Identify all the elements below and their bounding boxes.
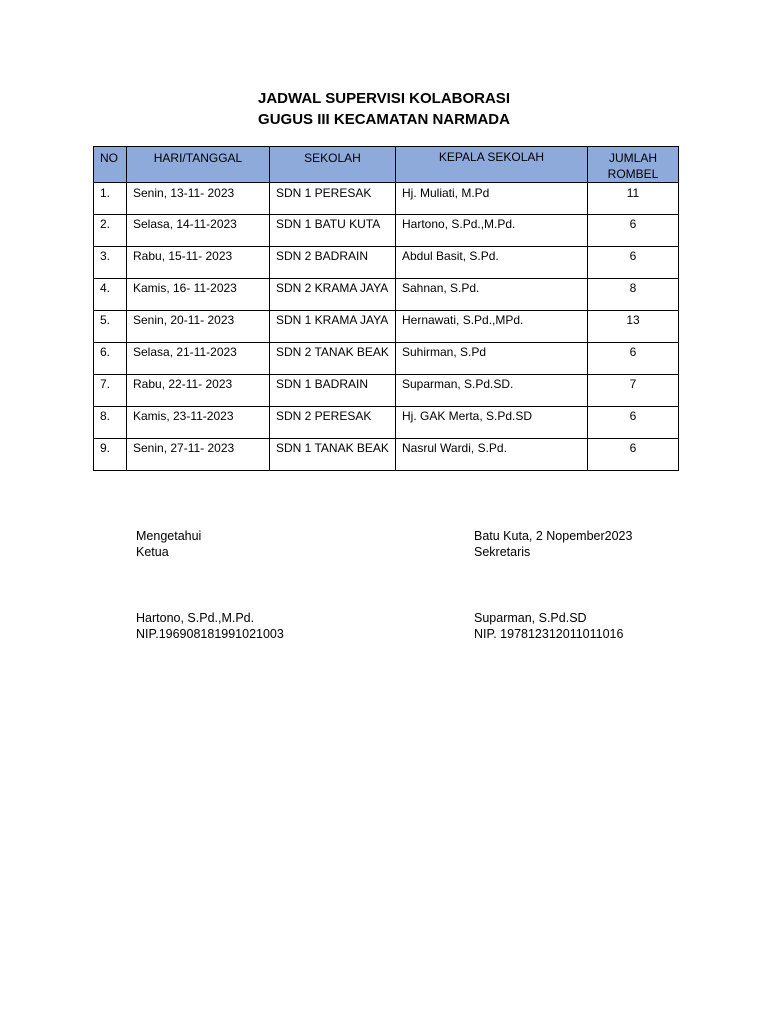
cell-kepala-sekolah: Abdul Basit, S.Pd. bbox=[396, 247, 588, 279]
cell-jumlah-rombel: 6 bbox=[588, 215, 679, 247]
cell-hari-tanggal: Selasa, 21-11-2023 bbox=[127, 343, 270, 375]
header-kepala-sekolah: KEPALA SEKOLAH bbox=[396, 147, 588, 183]
signature-left-label: Mengetahui bbox=[136, 529, 202, 543]
cell-hari-tanggal: Rabu, 22-11- 2023 bbox=[127, 375, 270, 407]
cell-no: 8. bbox=[94, 407, 127, 439]
cell-no: 7. bbox=[94, 375, 127, 407]
signature-left-nip: NIP.196908181991021003 bbox=[136, 627, 284, 641]
table-row bbox=[94, 215, 679, 247]
signature-left-name: Hartono, S.Pd.,M.Pd. bbox=[136, 611, 255, 625]
header-no: NO bbox=[94, 147, 127, 183]
cell-no: 4. bbox=[94, 279, 127, 311]
cell-hari-tanggal: Rabu, 15-11- 2023 bbox=[127, 247, 270, 279]
table-row bbox=[94, 279, 679, 311]
cell-kepala-sekolah: Hartono, S.Pd.,M.Pd. bbox=[396, 215, 588, 247]
cell-kepala-sekolah: Hernawati, S.Pd.,MPd. bbox=[396, 311, 588, 343]
cell-hari-tanggal: Senin, 13-11- 2023 bbox=[127, 183, 270, 215]
cell-jumlah-rombel: 6 bbox=[588, 343, 679, 375]
header-sekolah: SEKOLAH bbox=[270, 147, 396, 183]
cell-sekolah: SDN 1 KRAMA JAYA bbox=[270, 311, 396, 343]
cell-jumlah-rombel: 7 bbox=[588, 375, 679, 407]
cell-kepala-sekolah: Nasrul Wardi, S.Pd. bbox=[396, 439, 588, 471]
document-title: JADWAL SUPERVISI KOLABORASI bbox=[258, 90, 510, 107]
cell-jumlah-rombel: 6 bbox=[588, 247, 679, 279]
cell-jumlah-rombel: 6 bbox=[588, 439, 679, 471]
schedule-table bbox=[93, 146, 679, 471]
header-jumlah-rombel bbox=[588, 147, 679, 183]
table-row bbox=[94, 439, 679, 471]
cell-hari-tanggal: Senin, 20-11- 2023 bbox=[127, 311, 270, 343]
table-row bbox=[94, 311, 679, 343]
cell-jumlah-rombel: 8 bbox=[588, 279, 679, 311]
table-row bbox=[94, 375, 679, 407]
cell-jumlah-rombel: 11 bbox=[588, 183, 679, 215]
cell-kepala-sekolah: Hj. Muliati, M.Pd bbox=[396, 183, 588, 215]
signature-left-role: Ketua bbox=[136, 545, 169, 559]
cell-kepala-sekolah: Suhirman, S.Pd bbox=[396, 343, 588, 375]
cell-no: 1. bbox=[94, 183, 127, 215]
table-row bbox=[94, 407, 679, 439]
cell-hari-tanggal: Senin, 27-11- 2023 bbox=[127, 439, 270, 471]
cell-sekolah: SDN 2 TANAK BEAK bbox=[270, 343, 396, 375]
signature-right-place-date: Batu Kuta, 2 Nopember2023 bbox=[474, 529, 633, 543]
cell-hari-tanggal: Selasa, 14-11-2023 bbox=[127, 215, 270, 247]
cell-jumlah-rombel: 6 bbox=[588, 407, 679, 439]
cell-sekolah: SDN 2 PERESAK bbox=[270, 407, 396, 439]
signature-right-role: Sekretaris bbox=[474, 545, 531, 559]
table-row bbox=[94, 343, 679, 375]
table-row bbox=[94, 183, 679, 215]
table-row bbox=[94, 247, 679, 279]
cell-hari-tanggal: Kamis, 23-11-2023 bbox=[127, 407, 270, 439]
cell-sekolah: SDN 1 TANAK BEAK bbox=[270, 439, 396, 471]
header-jumlah-line2: ROMBEL bbox=[607, 167, 659, 181]
document-subtitle: GUGUS III KECAMATAN NARMADA bbox=[258, 111, 510, 128]
cell-jumlah-rombel: 13 bbox=[588, 311, 679, 343]
cell-kepala-sekolah: Hj. GAK Merta, S.Pd.SD bbox=[396, 407, 588, 439]
cell-kepala-sekolah: Suparman, S.Pd.SD. bbox=[396, 375, 588, 407]
cell-no: 5. bbox=[94, 311, 127, 343]
cell-no: 6. bbox=[94, 343, 127, 375]
cell-no: 2. bbox=[94, 215, 127, 247]
header-hari-tanggal: HARI/TANGGAL bbox=[127, 147, 270, 183]
signature-right-nip: NIP. 197812312011011016 bbox=[474, 627, 624, 641]
cell-sekolah: SDN 2 KRAMA JAYA bbox=[270, 279, 396, 311]
cell-no: 9. bbox=[94, 439, 127, 471]
cell-sekolah: SDN 1 PERESAK bbox=[270, 183, 396, 215]
cell-hari-tanggal: Kamis, 16- 11-2023 bbox=[127, 279, 270, 311]
cell-kepala-sekolah: Sahnan, S.Pd. bbox=[396, 279, 588, 311]
signature-right-name: Suparman, S.Pd.SD bbox=[474, 611, 587, 625]
table-header-row bbox=[94, 147, 679, 183]
cell-no: 3. bbox=[94, 247, 127, 279]
cell-sekolah: SDN 1 BADRAIN bbox=[270, 375, 396, 407]
cell-sekolah: SDN 2 BADRAIN bbox=[270, 247, 396, 279]
header-jumlah-line1: JUMLAH bbox=[608, 151, 657, 165]
cell-sekolah: SDN 1 BATU KUTA bbox=[270, 215, 396, 247]
